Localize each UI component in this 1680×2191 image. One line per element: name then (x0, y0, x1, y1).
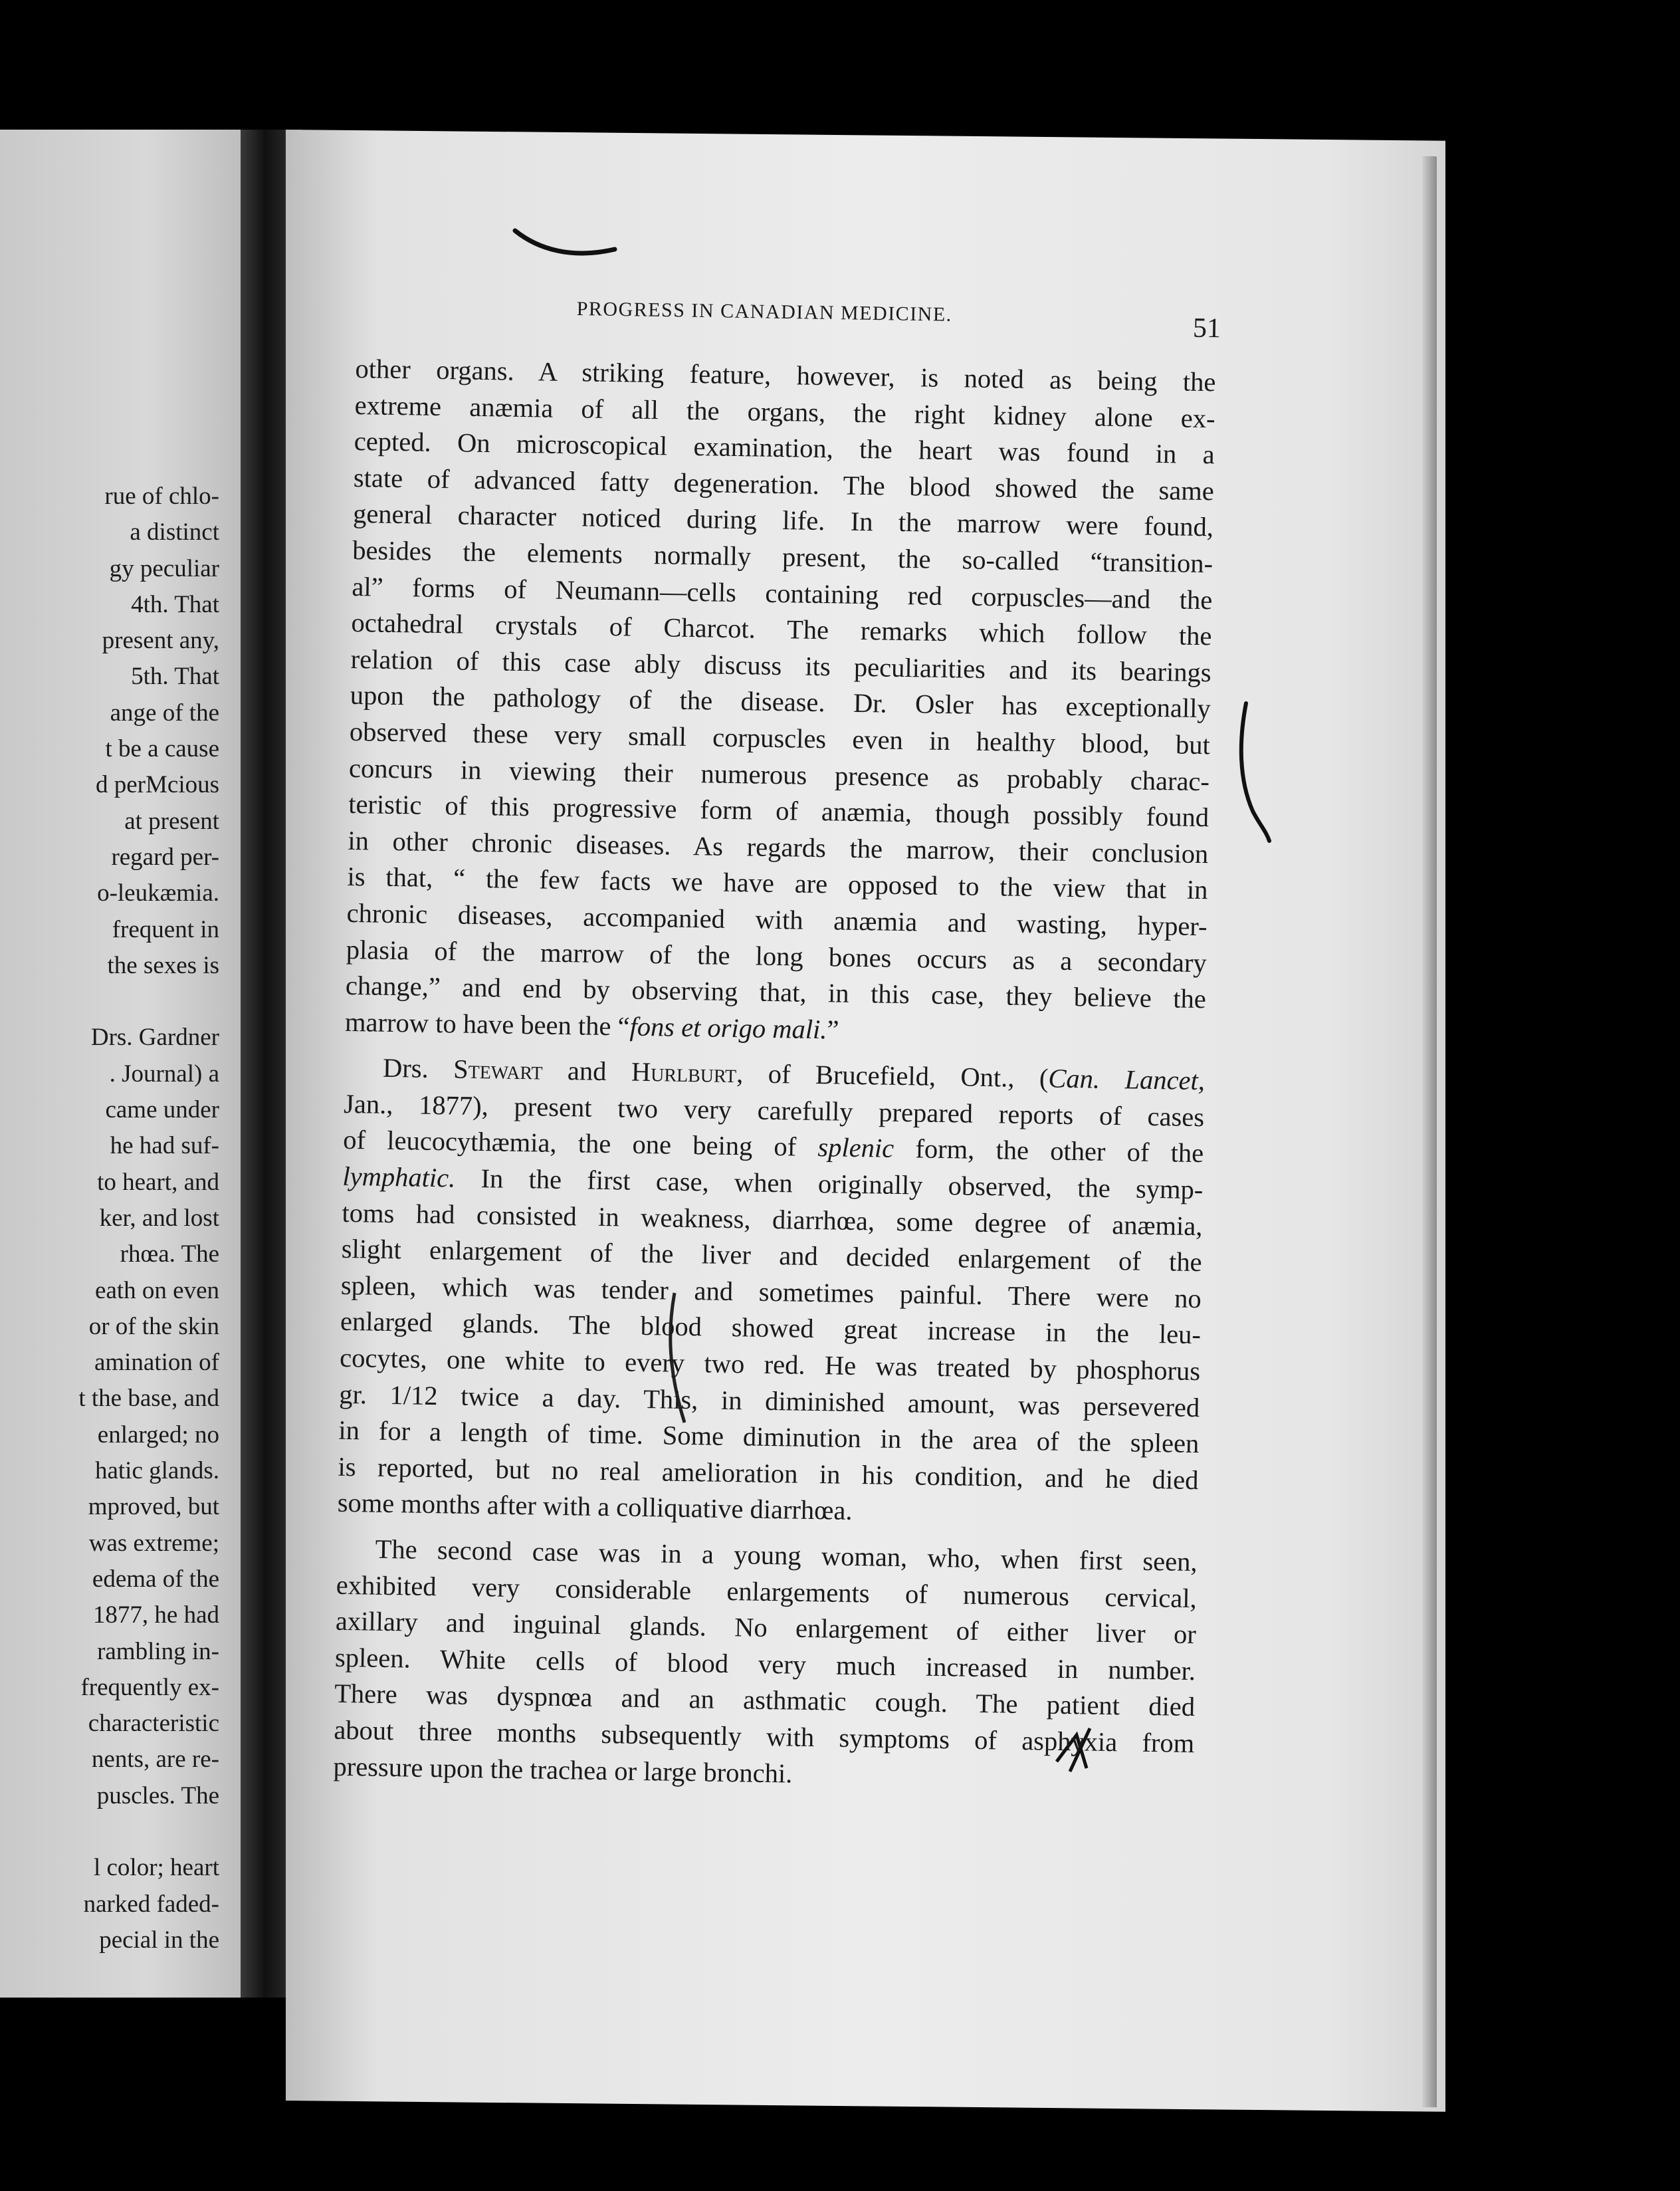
previous-page-line: ker, and lost (99, 1204, 219, 1232)
text-line: cocytes, one white to every two red. He was treated by phosphorus (339, 1342, 1201, 1387)
page-body (333, 351, 1216, 1798)
previous-page-line: nents, are re- (91, 1746, 219, 1774)
text-line: is that, “ the few facts we have are opposed to the view that in (347, 862, 1208, 905)
previous-page-line: frequently ex- (80, 1673, 219, 1701)
text-line: spleen. White cells of blood very much increased in number. (334, 1642, 1196, 1686)
paragraph-1-last-line: marrow to have been the “fons et origo mali.” (344, 1006, 839, 1045)
previous-page-line: ange of the (110, 699, 219, 727)
previous-page-line: rue of chlo- (104, 483, 219, 510)
previous-page-line: frequent in (112, 915, 219, 943)
pencil-mark-margin (1233, 698, 1286, 844)
previous-page-fragment (0, 130, 245, 1998)
text-line: plasia of the marrow of the long bones occurs as a secondary (346, 934, 1208, 978)
text-line: observed these very small corpuscles even in healthy blood, but (349, 716, 1211, 760)
previous-page-line: . Journal) a (109, 1060, 219, 1088)
previous-page-line: characteristic (88, 1710, 219, 1738)
previous-page-line: pecial in the (99, 1926, 219, 1954)
previous-page-line: 5th. That (131, 663, 219, 691)
text-line: teristic of this progressive form of anæmia, though possibly found (348, 789, 1209, 833)
previous-page-line: amination of (94, 1349, 219, 1377)
previous-page-line: hatic glands. (94, 1457, 219, 1485)
running-header: PROGRESS IN CANADIAN MEDICINE. (576, 298, 952, 326)
previous-page-line: 4th. That (131, 590, 219, 618)
previous-page-line: eath on even (95, 1276, 219, 1304)
previous-page-line: present any, (102, 627, 219, 655)
previous-page-line: rambling in- (97, 1637, 219, 1665)
text-line: exhibited very considerable enlargements of numerous cervical, (336, 1569, 1198, 1613)
previous-page-line: rhœa. The (120, 1240, 219, 1268)
author-stewart: Stewart (453, 1054, 543, 1086)
previous-page-line (0, 1814, 219, 1850)
previous-page-line: gy peculiar (109, 554, 219, 582)
pencil-mark-top (512, 223, 625, 269)
text-line: upon the pathology of the disease. Dr. Osler has exceptionally (350, 680, 1211, 724)
text-line: chronic diseases, accompanied with anæmia and wasting, hyper- (346, 897, 1208, 942)
previous-page-line: regard per- (111, 843, 219, 871)
page-number: 51 (1192, 312, 1221, 344)
paragraph-3 (334, 1531, 1198, 1762)
text-line: other organs. A striking feature, however, is noted as being the (355, 353, 1216, 398)
previous-page-line: t be a cause (105, 735, 219, 763)
previous-page-text (0, 479, 219, 1958)
text-line: enlarged glands. The blood showed great increase in the leu- (340, 1306, 1202, 1350)
text-line: about three months subsequently with symptoms of asphyxia from (334, 1714, 1195, 1759)
text-line: spleen, which was tender and sometimes painful. There were no (340, 1270, 1202, 1314)
previous-page-line: was extreme; (88, 1529, 219, 1557)
previous-page-line: at present (124, 807, 219, 835)
text-line: toms had consisted in weakness, diarrhœa, some degree of anæmia, (342, 1197, 1203, 1241)
text-line: slight enlargement of the liver and decided enlargement of the (341, 1234, 1202, 1278)
text-line: axillary and inguinal glands. No enlargement of either liver or (335, 1605, 1197, 1650)
previous-page-line: a distinct (130, 519, 219, 546)
previous-page-line: to heart, and (97, 1168, 219, 1196)
previous-page-line: d perMcious (96, 771, 219, 799)
paragraph-2-line-3: of leucocythæmia, the one being of splenic form, the other of the (343, 1125, 1204, 1169)
previous-page-line: 1877, he had (92, 1601, 219, 1629)
paragraph-3-last-line: pressure upon the trachea or large bronchi. (333, 1751, 793, 1789)
previous-page-line: Drs. Gardner (90, 1024, 219, 1052)
text-line: cepted. On microscopical examination, the heart was found in a (354, 426, 1215, 470)
previous-page-line: l color; heart (93, 1854, 219, 1882)
paragraph-2-last-line: some months after with a colliquative diarrhœa. (337, 1488, 853, 1526)
page-edge (1422, 156, 1437, 2107)
text-line: besides the elements normally present, the so-called “transition- (352, 534, 1213, 579)
text-line: extreme anæmia of all the organs, the right kidney alone ex- (354, 390, 1215, 433)
paragraph-2-line-4: lymphatic. In the first case, when originally observed, the symp- (342, 1161, 1204, 1205)
previous-page-line: the sexes is (107, 951, 219, 979)
previous-page-line: mproved, but (88, 1493, 219, 1521)
latin-phrase: fons et origo mali. (629, 1011, 827, 1044)
paragraph-2-body (338, 1195, 1203, 1498)
text-line: octahedral crystals of Charcot. The remarks which follow the (351, 608, 1212, 651)
journal-citation: Can. Lancet, (1048, 1063, 1206, 1096)
text-line: al” forms of Neumann—cells containing red corpuscles—and the (352, 571, 1213, 615)
text-line: The second case was in a young woman, who, when first seen, (375, 1534, 1198, 1577)
previous-page-line (0, 984, 219, 1020)
previous-page-line: puscles. The (96, 1782, 219, 1809)
text-line: in for a length of time. Some diminution in the area of the spleen (338, 1415, 1200, 1459)
text-line: concurs in viewing their numerous presence as probably charac- (348, 752, 1210, 796)
text-line: gr. 1/12 twice a day. This, in diminished amount, was persevered (338, 1379, 1200, 1423)
text-line: state of advanced fatty degeneration. The blood showed the same (353, 462, 1215, 507)
paragraph-2-line-2: Jan., 1877), present two very carefully prepared reports of cases (343, 1088, 1205, 1133)
previous-page-line: enlarged; no (97, 1421, 219, 1448)
previous-page-line: t the base, and (78, 1385, 219, 1413)
text-line: is reported, but no real amelioration in his condition, and he died (338, 1451, 1199, 1495)
text-line: in other chronic diseases. As regards the marrow, their conclusion (348, 825, 1209, 869)
author-hurlburt: Hurlburt (631, 1056, 737, 1089)
text-line: general character noticed during life. In the marrow were found, (352, 499, 1214, 542)
paragraph-2-line-1: Drs. Stewart and Hurlburt, of Brucefield, Ont., (Can. Lancet, (382, 1053, 1206, 1096)
text-line: change,” and end by observing that, in this case, they believe the (345, 970, 1207, 1014)
previous-page-line: came under (105, 1096, 219, 1124)
previous-page-line: o-leukæmia. (97, 879, 219, 907)
text-line: There was dyspnœa and an asthmatic cough. The patient died (334, 1678, 1196, 1722)
previous-page-line: narked faded- (83, 1890, 219, 1918)
text-line: relation of this case ably discuss its peculiarities and its bearings (350, 643, 1211, 688)
previous-page-line: or of the skin (88, 1312, 219, 1340)
paragraph-1 (346, 351, 1216, 1018)
previous-page-line: edema of the (92, 1565, 219, 1593)
previous-page-line: he had suf- (110, 1132, 219, 1160)
